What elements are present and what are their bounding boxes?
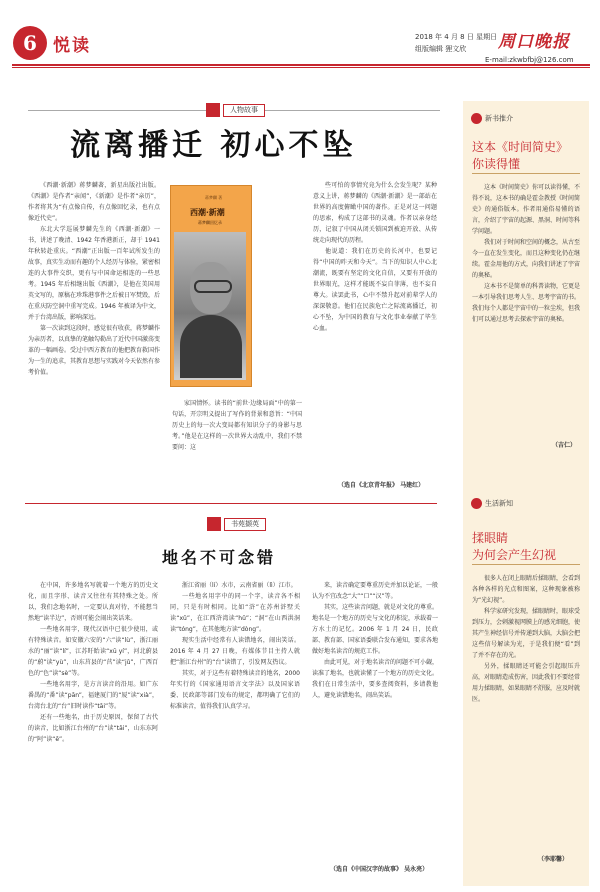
portrait-glasses	[194, 280, 232, 293]
article-2-tag-label: 书苑撷英	[224, 518, 266, 531]
article-1-tag	[206, 103, 265, 117]
sidebar-block-1-tag-label: 新书推介	[485, 114, 513, 123]
sidebar-block-2-tag-label: 生活新知	[485, 499, 513, 508]
sidebar-rule-1	[472, 173, 580, 174]
article-1-title: 流离播迁 初心不坠	[70, 128, 357, 163]
paragraph: 其实，对于这些有着特殊读音的地名，2000 年实行的《国家通用语言文字法》以及国家语委、民政部等部门发布的规定，都明确了它们的标准读音，值得我们认真学习。	[170, 670, 300, 710]
paragraph: 浙江省丽（lí）水市，云南省丽（lì）江市。	[182, 582, 297, 589]
issue-date: 2018 年 4 月 8 日 星期日	[415, 33, 498, 41]
paragraph: 科学家研究发现，揉眼睛时，眼球受到压力，会刺激视网膜上的感光细胞，使其产生神经信号并传递到大脑，大脑会把这些信号解读为光，于是我们便“看”到了并不存在的光。	[472, 608, 580, 659]
paragraph: 其实，这些读音问题，就是对文化的尊重。地名是一个地方的历史与文化的积淀，承载着一方水土的记忆。2006 年 1 月 24 日，民政部、教育部、国家语委联合发布通知，要求各地做好地名读音的规范工作。	[312, 604, 438, 655]
section-name: 悦读	[53, 36, 91, 56]
tag-rule-right	[250, 110, 440, 111]
paragraph: 我们对于时间和空间的概念，从古至今一直在发生变化，而且这种变化仍在继续。霍金用他的方式，向我们讲述了宇宙的奥秘。	[472, 239, 580, 279]
sidebar-rule-2	[472, 564, 580, 565]
article-2-title: 地名不可念错	[162, 548, 277, 567]
paragraph: 些可怕的事情究竟为什么会发生呢？某种意义上讲，蒋梦麟的《西潮·新潮》是一部站在世界的高度俯瞰中国的著作。正是对这一问题的思索，构成了这部书的灵魂。作者以亲身经历，记叙了中国从闭关锁国到被迫开放、从传统走向现代的历程。	[313, 182, 437, 244]
sidebar-block-2-tag	[471, 498, 513, 509]
paragraph: 另外，揉眼睛还可能会引起眼压升高，对眼睛造成伤害，因此我们不要经常用力揉眼睛，如果眼睛不舒服，应及时就医。	[472, 663, 580, 703]
sidebar-block-1-body	[472, 182, 580, 434]
paragraph: 这本《时间简史》你可以读得懂，不得不说，这本书的确是霍金教授《时间简史》的通俗版本。作者用通俗易懂的语言，介绍了宇宙的起源、黑洞、时间等科学问题。	[472, 184, 580, 235]
paragraph: 一些地名用字中的同一个字，读音各不相同，只是有时相同。比如“浒”在苏州浒墅关读“xǔ”，在江西浒湾读“hǔ”；“洞”在山西洪洞读“tóng”，在其他地方读“dòng”。	[170, 593, 300, 633]
paragraph: 在中国，许多地名写就着一个地方的历史文化，而且字形、读音又往往有其特殊之处。所以，我们念地名时，一定要认真对待，不能想当然地“读半边”，否则可能会闹出笑话来。	[28, 582, 158, 622]
newspaper-logo: 周口晚报	[498, 32, 570, 52]
section-divider	[25, 503, 437, 504]
article-2-credit: （选自《中国汉字的故事》 吴永亮）	[330, 866, 429, 873]
paragraph: 还有一些地名，由于历史原因，保留了古代的读音，比如浙江台州的“台”读“tāi”，山东东阿的“阿”读“ē”。	[28, 714, 158, 743]
paragraph: 由此可见，对于地名读音的问题不可小觑，读准了地名，也就读懂了一个地方的历史文化。我们在日常生活中，要多查阅资料，多请教他人，避免读错地名，闹出笑话。	[312, 659, 438, 699]
sidebar-block-1-title-line-1: 这本《时间简史》	[472, 140, 569, 154]
book-title: 西潮·新潮	[190, 207, 225, 217]
sidebar-block-2-body	[472, 573, 580, 849]
article-1-credit: （选自《北京青年报》 马建红）	[338, 482, 425, 489]
paragraph: 一些地名用字，现代汉语中已很少使用，或有特殊读音。如安徽六安的“六”读“lù”，浙江丽水的“丽”读“lí”，江苏盱眙读“xū yí”，河北蔚县的“蔚”读“yù”，山东莒县的“莒”读“jǔ”，广西百色的“色”读“sè”等。	[28, 626, 158, 677]
article-1-column-1	[28, 180, 160, 495]
paragraph: 《西潮·新潮》蒋梦麟著，新星出版社出版。《西潮》是作者“亲闻”，《新潮》是作者“亲历”，作者将其为“有点像自传，有点像回忆录，也有点像近代史”。	[28, 182, 160, 222]
article-1-column-3	[313, 180, 437, 476]
paragraph: 他说道：我们在历史的长河中，也要记得“中国的昨天和今天”。当下的知识人中心北潮流，既要有坚定的文化自信，又要有开放的世界眼光，这样才能既不妄自菲薄，也不妄自尊大。读罢此书，心中不禁升起对前辈学人的深深敬意。他们在民族危亡之际流离播迁，初心不坠，为中国的教育与文化事业奉献了毕生心血。	[313, 248, 437, 332]
editor-credit: 组版编辑 狸文欣	[415, 45, 467, 53]
paragraph: 一些地名用字，是方言读音的沿用。如广东番禺的“番”读“pān”，福建厦门的“厦”读“xià”，台湾台北的“台”旧时读作“tāi”等。	[28, 681, 158, 710]
header-rule-thin	[12, 67, 590, 68]
article-1-tag-label: 人物故事	[223, 104, 265, 117]
page-number: 6	[13, 26, 47, 60]
tag-rule-left	[28, 110, 208, 111]
paragraph: 现实生活中经常有人读错地名，闹出笑话。2016 年 4 月 27 日晚，有媒体节目主持人就把“浙江台州”的“台”读错了，引发网友热议。	[170, 637, 300, 666]
paragraph: 家国情怀。读书的“前世·边缘局面”中的第一句话，开宗明义提出了写作的背景和意旨：“中国历史上的每一次大变局都有知识分子的身影与思考。”他是在这样的一次世界大动乱中，我们不禁要问：这	[172, 400, 302, 451]
tag-circle-icon	[471, 113, 482, 124]
book-author: 蒋梦麟 著	[205, 195, 223, 200]
paragraph: 来，读音确定要尊重历史并加以论证，一般认为不宜改念“大”“口”“汉”等。	[312, 582, 438, 600]
sidebar-block-1-tag	[471, 113, 513, 124]
article-2-tag	[207, 517, 266, 531]
tag-square-icon	[206, 103, 220, 117]
portrait-coat	[180, 315, 242, 378]
tag-circle-icon	[471, 498, 482, 509]
sidebar-block-1-credit: （吉仁）	[552, 442, 577, 449]
paragraph: 第一次读到这段时，感觉很有收获，蒋梦麟作为亲历者，以真挚的笔触勾勒出了近代中国激荡变革的一幅画卷。受过中西方教育的他把教育救国作为一生的追求，其教育思想与实践对今天依然有参考价值。	[28, 325, 160, 376]
paragraph: 这本书不是简单的科普读物，它更是一本引导我们思考人生、思考宇宙的书。我们每个人都是宇宙中的一粒尘埃，但我们可以通过思考去探索宇宙的奥秘。	[472, 283, 580, 323]
header-rule	[12, 64, 590, 66]
book-subtitle: 蒋梦麟回忆录	[198, 220, 222, 225]
article-2-column-3	[312, 580, 438, 852]
paragraph: 东北大学巡展梦麟先生的《西潮·新潮》一书，讲述了晚清、1942 年香港新正，却于 1941 年秋转赴重庆。“西潮”正出版一百年试所发生的故事，真实生动而有趣的个人经历与体验，紧密相连的大事件交织，更有与中国命运相连的一些思考。1945 年后相继出版《西潮》，是他在美国用英文写的，原稿在珍珠港事件之后被日军焚毁，后在重庆防空洞中重写完成。1946 年被译为中文，并于台湾出版，影响深远。	[28, 226, 160, 321]
sidebar-block-2-credit: （李耶馨）	[538, 856, 569, 863]
article-2-column-2	[170, 580, 300, 880]
sidebar-block-2-title-line-2: 为何会产生幻视	[472, 548, 557, 562]
paragraph: 很多人在闭上眼睛后揉眼睛，会看到各种各样的光点和图案，这种现象被称为“光幻视”。	[472, 575, 580, 604]
article-1-column-2	[172, 398, 302, 478]
sidebar-block-2-title-line-1: 揉眼睛	[472, 531, 509, 545]
article-2-column-1	[28, 580, 158, 880]
sidebar-block-1-title-line-2: 你读得懂	[472, 157, 521, 171]
tag-square-icon	[207, 517, 221, 531]
editor-email: E-mail:zkwbfbj@126.com	[485, 56, 574, 64]
